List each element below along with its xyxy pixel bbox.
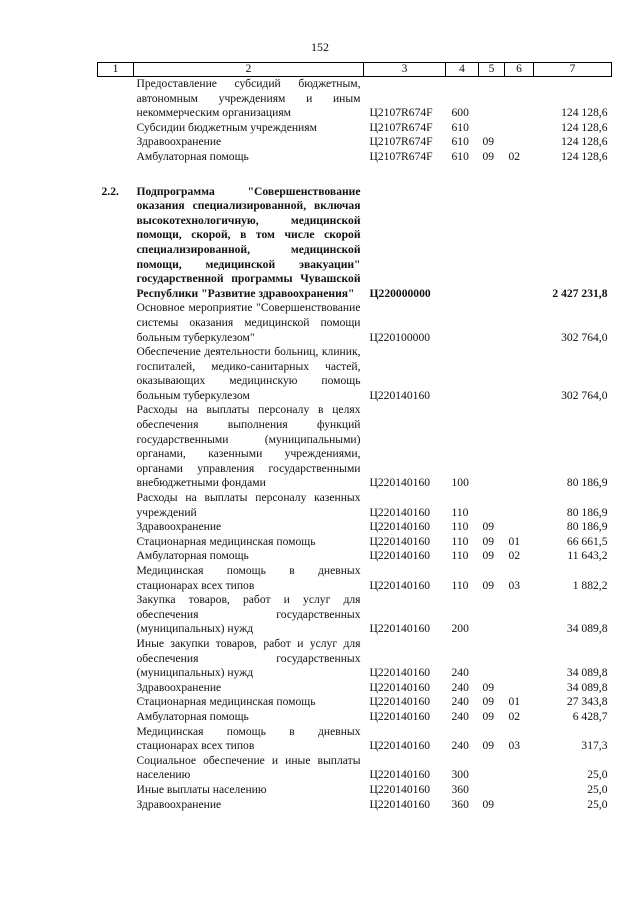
table-row [98,345,612,403]
table-row [98,121,612,136]
row-index [98,345,134,403]
row-amount: 34 089,8 [566,622,608,636]
column-number: 3 [364,63,446,77]
row-name: Здравоохранение [136,680,222,694]
table-row [98,798,612,813]
target-article-code: Ц220140160 [369,709,431,723]
expense-type-code: 200 [451,622,469,636]
section-code: 09 [482,534,495,548]
row-index [98,681,134,696]
expense-type-code: 240 [451,709,469,723]
section-code [479,345,505,403]
target-article-code: Ц220140160 [369,622,431,636]
expense-type-code: 610 [451,135,469,149]
row-amount: 34 089,8 [566,666,608,680]
column-number-row [98,63,612,77]
row-amount: 302 764,0 [561,330,608,344]
section-code: 09 [482,695,495,709]
subsection-code: 03 [508,578,521,592]
target-article-code: Ц220140160 [369,695,431,709]
row-index [98,77,134,121]
row-name: Закупка товаров, работ и услуг для обеспечения государственных (муниципальных) нужд [136,593,361,636]
target-article-code: Ц220140160 [369,505,431,519]
subsection-code [505,520,534,535]
table-row [98,710,612,725]
subsection-code: 02 [508,709,521,723]
section-code [479,403,505,491]
expense-type-code: 110 [451,549,469,563]
expense-type-code [446,345,479,403]
row-index [98,549,134,564]
subsection-code: 02 [508,549,521,563]
target-article-code: Ц220140160 [369,782,431,796]
subsection-code: 03 [508,739,521,753]
target-article-code: Ц220140160 [369,549,431,563]
row-name: Стационарная медицинская помощь [136,534,316,548]
column-number: 1 [98,63,134,77]
table-row [98,520,612,535]
row-name: Основное мероприятие "Совершенствование системы оказания медицинской помощи больным туберкулезом" [136,301,361,344]
subsection-code [505,403,534,491]
row-amount: 80 186,9 [566,476,608,490]
subsection-code [505,301,534,345]
section-code [479,121,505,136]
expense-type-code: 110 [451,505,469,519]
row-index: 2.2. [101,184,119,198]
section-code [479,185,505,302]
row-amount: 25,0 [587,782,608,796]
expense-type-code: 100 [451,476,469,490]
table-row [98,593,612,637]
section-code: 09 [482,680,495,694]
column-number: 6 [505,63,534,77]
row-amount: 11 643,2 [567,549,608,563]
row-index [98,783,134,798]
table-row [98,725,612,754]
table-row [98,77,612,121]
row-index [98,520,134,535]
row-name: Амбулаторная помощь [136,549,249,563]
row-index [98,564,134,593]
row-name: Здравоохранение [136,520,222,534]
target-article-code: Ц2107R674F [369,135,433,149]
table-row [98,754,612,783]
expense-type-code: 240 [451,666,469,680]
section-code [479,637,505,681]
section-code [479,754,505,783]
section-code: 09 [482,135,495,149]
expense-type-code: 600 [451,106,469,120]
row-name: Стационарная медицинская помощь [136,695,316,709]
expense-type-code [446,185,479,302]
table-row [98,301,612,345]
row-amount: 80 186,9 [566,505,608,519]
table-row [98,491,612,520]
target-article-code: Ц220140160 [369,534,431,548]
expense-type-code: 610 [451,149,469,163]
row-amount: 34 089,8 [566,680,608,694]
expense-type-code: 110 [451,534,469,548]
row-amount: 317,3 [581,739,608,753]
subsection-code [505,121,534,136]
section-code [479,77,505,121]
table-row [98,185,612,302]
row-amount: 2 427 231,8 [552,286,608,300]
expense-type-code [446,301,479,345]
row-index [98,754,134,783]
row-name: Иные закупки товаров, работ и услуг для обеспечения государственных (муниципальных) нужд [136,636,361,680]
row-index [98,150,134,165]
row-name: Социальное обеспечение и иные выплаты населению [136,753,361,782]
row-name: Иные выплаты населению [136,782,267,796]
target-article-code: Ц220100000 [369,330,431,344]
row-amount: 124 128,6 [561,106,608,120]
row-name: Здравоохранение [136,135,222,149]
subsection-code: 01 [508,534,521,548]
row-amount: 124 128,6 [561,135,608,149]
target-article-code: Ц2107R674F [369,106,433,120]
target-article-code: Ц220140160 [369,739,431,753]
expense-type-code: 240 [451,739,469,753]
subsection-code [505,185,534,302]
table-row [98,535,612,550]
row-index [98,135,134,150]
expense-type-code: 360 [451,782,469,796]
row-index [98,695,134,710]
target-article-code: Ц220140160 [369,520,431,534]
section-code [479,593,505,637]
row-name: Медицинская помощь в дневных стационарах всех типов [136,724,361,753]
row-index [98,403,134,491]
column-number: 2 [134,63,364,77]
table-row [98,564,612,593]
row-name: Медицинская помощь в дневных стационарах всех типов [136,564,361,592]
budget-table [97,62,612,812]
table-row [98,695,612,710]
section-code: 09 [482,520,495,534]
subsection-code [505,593,534,637]
row-name: Здравоохранение [136,797,222,811]
table-row [98,783,612,798]
target-article-code: Ц2107R674F [369,149,433,163]
section-code [479,783,505,798]
row-amount: 302 764,0 [561,388,608,402]
row-index [98,637,134,681]
row-index [98,798,134,813]
target-article-code: Ц220140160 [369,476,431,490]
row-name: Предоставление субсидий бюджетным, автономным учреждениям и иным некоммерческим организациям [136,77,361,120]
expense-type-code: 110 [451,578,469,592]
subsection-code [505,77,534,121]
table-row [98,403,612,491]
table-row [98,549,612,564]
row-name: Обеспечение деятельности больниц, клиник, госпиталей, медико-санитарных частей, оказывающих медицинскую помощь больным туберкулезом [136,345,361,402]
expense-type-code: 240 [451,695,469,709]
row-index [98,710,134,725]
table-row [98,150,612,165]
target-article-code: Ц220140160 [369,680,431,694]
expense-type-code: 610 [451,120,469,134]
subsection-code [505,135,534,150]
page-number: 152 [311,40,329,54]
subsection-code [505,491,534,520]
subsection-code: 02 [508,149,521,163]
section-code: 09 [482,549,495,563]
target-article-code: Ц220140160 [369,768,431,782]
row-amount: 27 343,8 [566,695,608,709]
target-article-code: Ц2107R674F [369,120,433,134]
subsection-code [505,637,534,681]
subsection-code [505,681,534,696]
row-spacer [98,165,612,185]
subsection-code [505,345,534,403]
section-code [479,301,505,345]
subsection-code [505,783,534,798]
row-amount: 25,0 [587,797,608,811]
section-code: 09 [482,739,495,753]
table-row [98,681,612,696]
section-code [479,491,505,520]
row-name: Расходы на выплаты персоналу казенных учреждений [136,491,361,519]
section-code: 09 [482,578,495,592]
row-amount: 124 128,6 [561,120,608,134]
column-number: 4 [446,63,479,77]
row-amount: 1 882,2 [572,578,608,592]
section-code: 09 [482,797,495,811]
subsection-code [505,798,534,813]
row-index [98,121,134,136]
row-name: Подпрограмма "Совершенствование оказания специализированной, включая высокотехнологичную, медицинской помощи, скорой, в том числе скорой специализированной, медицинской помощи, медицинской эвакуации" государственной программы Чувашской Республики "Развитие здравоохранения" [136,184,361,300]
row-amount: 6 428,7 [572,709,608,723]
row-name: Амбулаторная помощь [136,709,249,723]
row-name: Расходы на выплаты персоналу в целях обеспечения выполнения функций государственными (муниципальными) органами, казенными учреждениями, органами управления государственными внебюджетными фондами [136,403,361,490]
column-number: 7 [534,63,612,77]
row-name: Субсидии бюджетным учреждениям [136,120,317,134]
table-row [98,637,612,681]
expense-type-code: 360 [451,797,469,811]
section-code: 09 [482,709,495,723]
target-article-code: Ц220140160 [369,388,431,402]
row-amount: 25,0 [587,768,608,782]
row-amount: 124 128,6 [561,149,608,163]
section-code: 09 [482,149,495,163]
column-number: 5 [479,63,505,77]
row-index [98,301,134,345]
subsection-code: 01 [508,695,521,709]
row-name: Амбулаторная помощь [136,149,249,163]
row-index [98,725,134,754]
table-row [98,135,612,150]
row-index [98,593,134,637]
row-spacer-cell [98,165,612,185]
expense-type-code: 240 [451,680,469,694]
row-amount: 80 186,9 [566,520,608,534]
target-article-code: Ц220140160 [369,578,431,592]
subsection-code [505,754,534,783]
expense-type-code: 300 [451,768,469,782]
row-index [98,535,134,550]
target-article-code: Ц220140160 [369,666,431,680]
row-index [98,491,134,520]
target-article-code: Ц220000000 [369,286,431,300]
row-amount: 66 661,5 [566,534,608,548]
expense-type-code: 110 [451,520,469,534]
target-article-code: Ц220140160 [369,797,431,811]
